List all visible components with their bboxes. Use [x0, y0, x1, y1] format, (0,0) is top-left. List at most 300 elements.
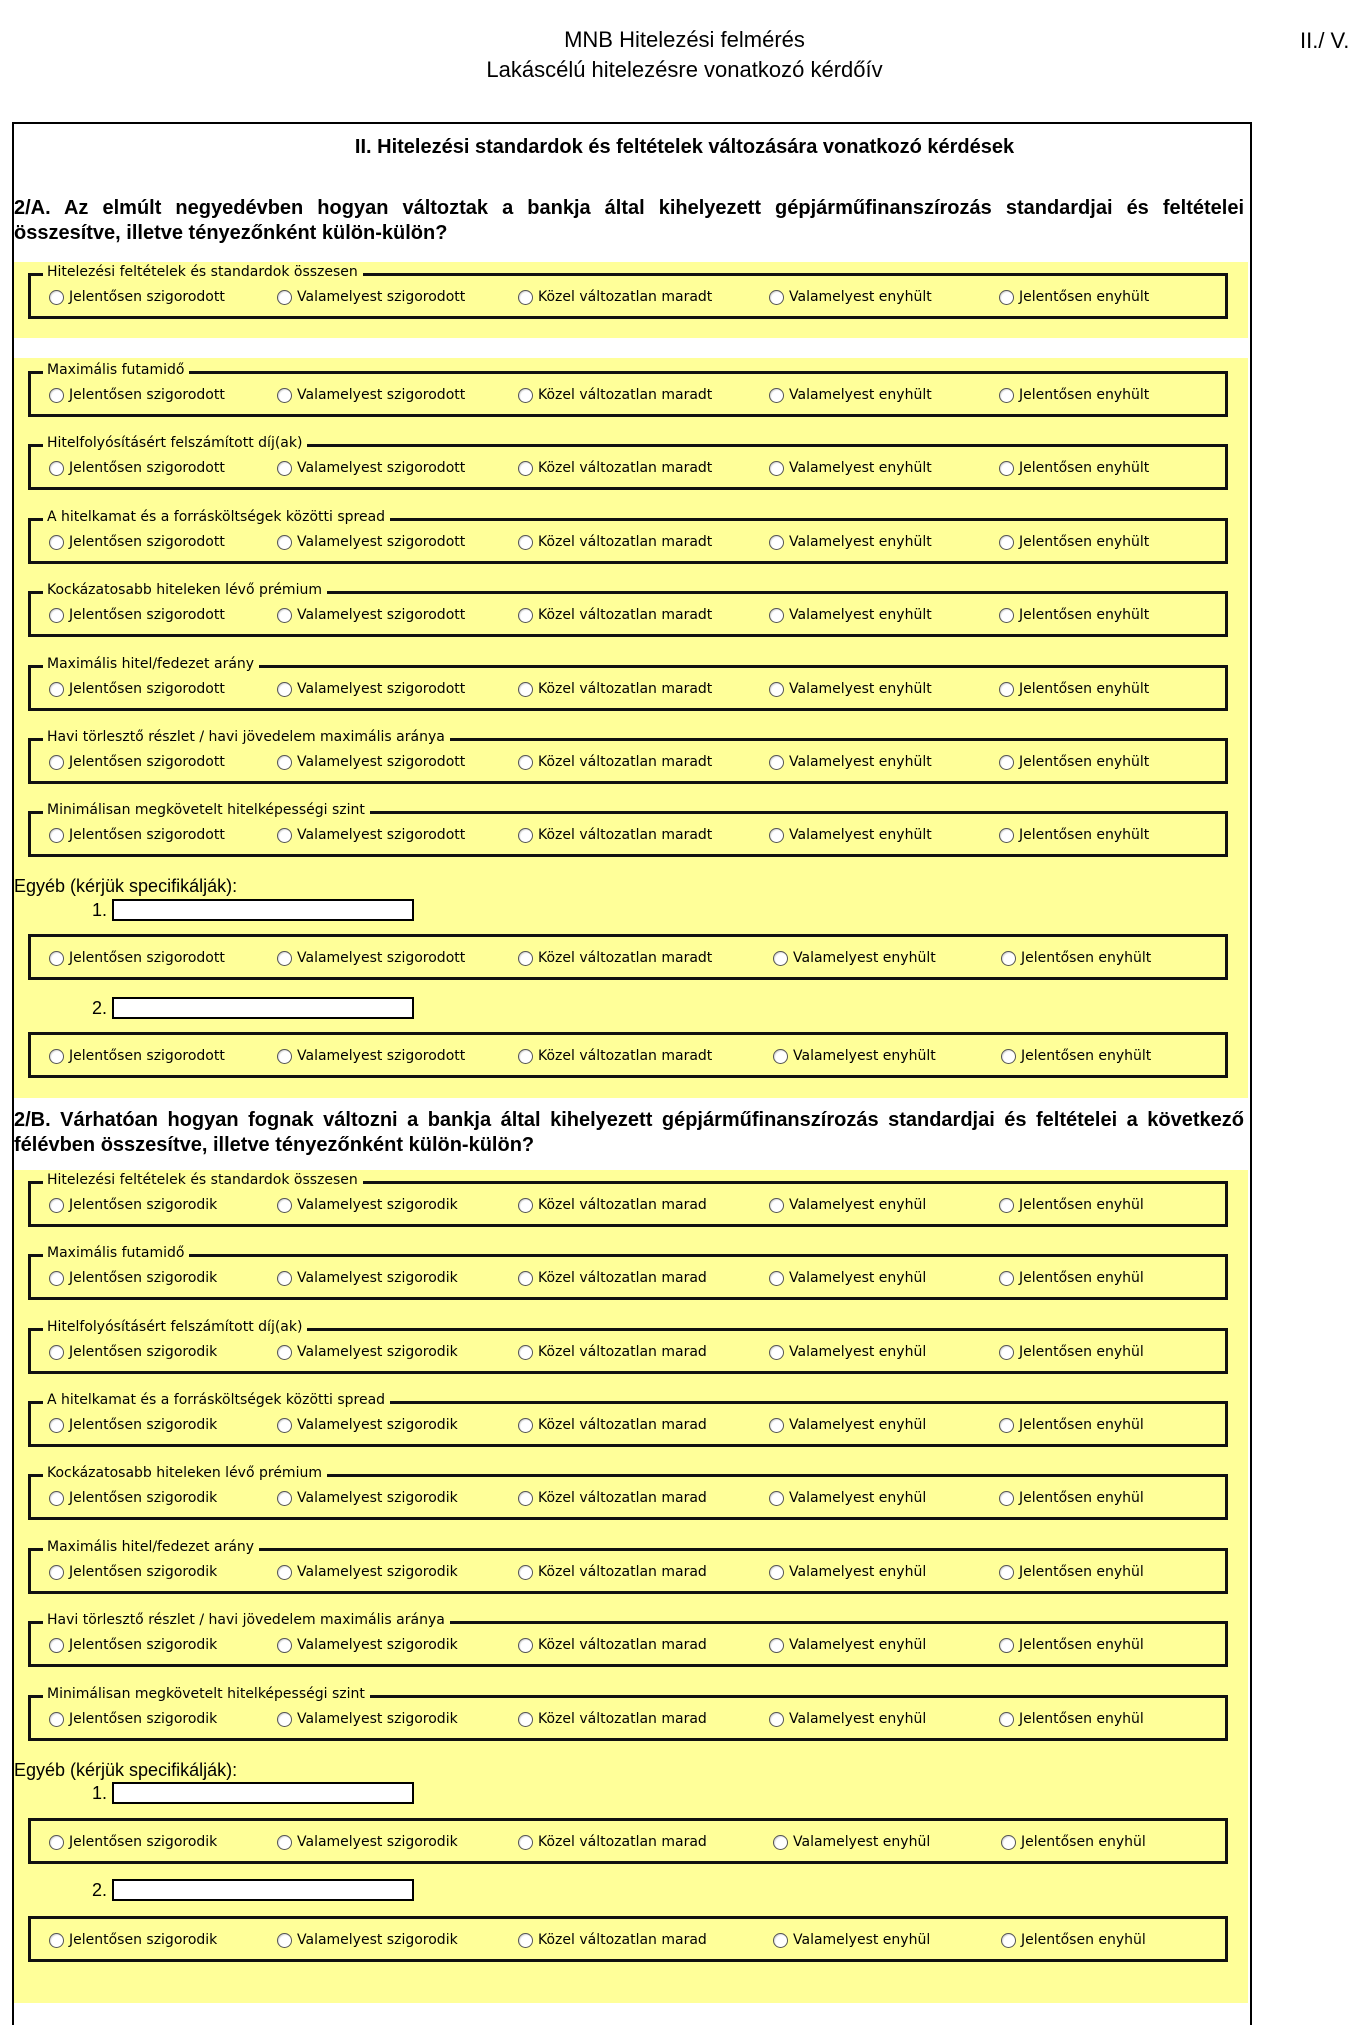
radio-option[interactable]	[49, 1417, 217, 1433]
radio-option[interactable]	[518, 1564, 707, 1580]
radio-button[interactable]	[518, 1565, 533, 1580]
radio-option[interactable]	[999, 607, 1149, 623]
radio-option[interactable]	[49, 1711, 217, 1727]
radio-option[interactable]	[1001, 1834, 1146, 1850]
radio-option[interactable]	[769, 1197, 926, 1213]
radio-label: Jelentősen szigorodott	[69, 1048, 225, 1064]
question-group	[28, 1392, 1228, 1447]
radio-button[interactable]	[1001, 951, 1016, 966]
radio-button[interactable]	[49, 1198, 64, 1213]
radio-label: Valamelyest enyhül	[789, 1197, 927, 1213]
radio-option[interactable]	[769, 387, 932, 403]
radio-label: Jelentősen szigorodik	[69, 1834, 218, 1850]
radio-label: Valamelyest enyhül	[789, 1564, 927, 1580]
question-group	[28, 362, 1228, 417]
radio-button[interactable]	[49, 1638, 64, 1653]
radio-option[interactable]	[49, 1344, 217, 1360]
radio-option[interactable]	[518, 950, 712, 966]
q2a-other-input-2[interactable]	[112, 997, 414, 1019]
radio-button[interactable]	[49, 388, 64, 403]
radio-button[interactable]	[49, 461, 64, 476]
radio-option[interactable]	[769, 827, 932, 843]
radio-button[interactable]	[518, 388, 533, 403]
radio-button[interactable]	[518, 951, 533, 966]
radio-button[interactable]	[769, 828, 784, 843]
question-group	[28, 1612, 1228, 1667]
radio-label: Valamelyest szigorodik	[297, 1711, 458, 1727]
radio-option[interactable]	[769, 754, 932, 770]
radio-button[interactable]	[1001, 1049, 1016, 1064]
radio-option[interactable]	[49, 1270, 217, 1286]
radio-label: Közel változatlan marad	[538, 1637, 707, 1653]
radio-option[interactable]	[518, 1711, 707, 1727]
question-group	[28, 582, 1228, 637]
radio-label: Valamelyest enyhült	[789, 534, 932, 550]
radio-option[interactable]	[518, 754, 712, 770]
radio-label: Jelentősen enyhült	[1021, 950, 1152, 966]
group-label: Minimálisan megkövetelt hitelképességi szint	[43, 801, 370, 819]
radio-option[interactable]	[999, 534, 1149, 550]
radio-option[interactable]	[518, 460, 712, 476]
radio-option[interactable]	[49, 607, 225, 623]
radio-option[interactable]	[999, 1637, 1144, 1653]
radio-option[interactable]	[1001, 1048, 1151, 1064]
radio-button[interactable]	[769, 290, 784, 305]
radio-option[interactable]	[277, 607, 465, 623]
radio-label: Valamelyest szigorodik	[297, 1344, 458, 1360]
radio-button[interactable]	[49, 1271, 64, 1286]
radio-label: Valamelyest enyhül	[793, 1932, 931, 1948]
radio-button[interactable]	[49, 828, 64, 843]
radio-option[interactable]	[277, 387, 465, 403]
radio-label: Jelentősen szigorodott	[69, 950, 225, 966]
radio-label: Jelentősen enyhült	[1019, 534, 1150, 550]
radio-button[interactable]	[999, 1418, 1014, 1433]
radio-button[interactable]	[999, 828, 1014, 843]
radio-label: Közel változatlan marad	[538, 1417, 707, 1433]
radio-button[interactable]	[999, 535, 1014, 550]
group-label: Kockázatosabb hiteleken lévő prémium	[43, 581, 327, 599]
radio-option[interactable]	[277, 1637, 458, 1653]
radio-button[interactable]	[277, 828, 292, 843]
radio-label: Jelentősen szigorodik	[69, 1711, 218, 1727]
radio-button[interactable]	[1001, 1835, 1016, 1850]
radio-label: Valamelyest szigorodott	[297, 681, 466, 697]
radio-option[interactable]	[277, 1564, 458, 1580]
radio-button[interactable]	[999, 1712, 1014, 1727]
radio-label: Jelentősen szigorodott	[69, 754, 225, 770]
radio-label: Jelentősen enyhül	[1019, 1490, 1144, 1506]
radio-button[interactable]	[769, 1345, 784, 1360]
radio-button[interactable]	[277, 1271, 292, 1286]
radio-label: Közel változatlan marad	[538, 1197, 707, 1213]
radio-option[interactable]	[773, 1048, 936, 1064]
radio-label: Valamelyest enyhült	[789, 754, 932, 770]
radio-label: Jelentősen szigorodik	[69, 1417, 218, 1433]
radio-button[interactable]	[277, 1345, 292, 1360]
radio-option[interactable]	[999, 1270, 1144, 1286]
radio-option[interactable]	[769, 289, 932, 305]
radio-label: Jelentősen szigorodik	[69, 1932, 218, 1948]
radio-button[interactable]	[773, 1049, 788, 1064]
radio-label: Valamelyest szigorodott	[297, 950, 466, 966]
radio-button[interactable]	[518, 1271, 533, 1286]
group-label: Hitelezési feltételek és standardok összesen	[43, 263, 363, 281]
radio-button[interactable]	[49, 682, 64, 697]
radio-label: Jelentősen enyhül	[1019, 1417, 1144, 1433]
radio-button[interactable]	[769, 1565, 784, 1580]
radio-button[interactable]	[277, 951, 292, 966]
radio-label: Jelentősen szigorodott	[69, 387, 225, 403]
radio-button[interactable]	[1001, 1933, 1016, 1948]
radio-button[interactable]	[999, 755, 1014, 770]
radio-button[interactable]	[277, 1049, 292, 1064]
group-label: Kockázatosabb hiteleken lévő prémium	[43, 1464, 327, 1482]
q2b-other-num-2: 2.	[92, 1880, 108, 1900]
radio-option[interactable]	[518, 1637, 707, 1653]
group-label: Hitelfolyósításért felszámított díj(ak)	[43, 1318, 307, 1336]
radio-option[interactable]	[999, 1490, 1144, 1506]
radio-button[interactable]	[999, 1198, 1014, 1213]
radio-button[interactable]	[518, 682, 533, 697]
radio-label: Jelentősen enyhül	[1019, 1711, 1144, 1727]
q2b-other-input-2[interactable]	[112, 1879, 414, 1901]
radio-button[interactable]	[49, 1565, 64, 1580]
radio-option[interactable]	[518, 534, 712, 550]
radio-option[interactable]	[773, 950, 936, 966]
radio-option[interactable]	[999, 1417, 1144, 1433]
radio-label: Jelentősen szigorodott	[69, 827, 225, 843]
radio-button[interactable]	[277, 461, 292, 476]
radio-option[interactable]	[1001, 950, 1151, 966]
radio-option[interactable]	[999, 754, 1149, 770]
radio-button[interactable]	[518, 1198, 533, 1213]
radio-option[interactable]	[518, 1932, 707, 1948]
radio-option[interactable]	[769, 1344, 926, 1360]
radio-option[interactable]	[518, 1048, 712, 1064]
radio-button[interactable]	[49, 1933, 64, 1948]
radio-button[interactable]	[999, 1271, 1014, 1286]
radio-label: Valamelyest szigorodott	[297, 460, 466, 476]
radio-label: Valamelyest enyhült	[793, 1048, 936, 1064]
radio-button[interactable]	[518, 535, 533, 550]
page-number: II./ V.	[1300, 28, 1350, 53]
radio-label: Jelentősen szigorodik	[69, 1270, 218, 1286]
radio-button[interactable]	[49, 1418, 64, 1433]
radio-button[interactable]	[277, 1198, 292, 1213]
radio-option[interactable]	[769, 460, 932, 476]
radio-label: Jelentősen szigorodik	[69, 1637, 218, 1653]
radio-label: Valamelyest szigorodott	[297, 289, 466, 305]
radio-option[interactable]	[49, 681, 225, 697]
radio-option[interactable]	[518, 681, 712, 697]
radio-button[interactable]	[49, 755, 64, 770]
radio-button[interactable]	[277, 290, 292, 305]
radio-label: Jelentősen szigorodik	[69, 1490, 218, 1506]
radio-label: Valamelyest szigorodott	[297, 754, 466, 770]
radio-option[interactable]	[773, 1932, 930, 1948]
radio-button[interactable]	[277, 1933, 292, 1948]
radio-option[interactable]	[999, 1344, 1144, 1360]
radio-button[interactable]	[518, 461, 533, 476]
radio-button[interactable]	[277, 388, 292, 403]
radio-button[interactable]	[518, 1345, 533, 1360]
group-label: Maximális hitel/fedezet arány	[43, 655, 259, 673]
radio-label: Valamelyest szigorodik	[297, 1417, 458, 1433]
radio-label: Valamelyest szigorodik	[297, 1932, 458, 1948]
question-group	[28, 802, 1228, 857]
radio-button[interactable]	[518, 608, 533, 623]
radio-button[interactable]	[999, 608, 1014, 623]
other-group-1	[28, 1818, 1228, 1864]
radio-option[interactable]	[277, 1197, 458, 1213]
question-group	[28, 1319, 1228, 1374]
radio-option[interactable]	[518, 387, 712, 403]
q2a-other-input-1[interactable]	[112, 899, 414, 921]
radio-label: Valamelyest enyhült	[789, 827, 932, 843]
radio-option[interactable]	[49, 1564, 217, 1580]
page-subtitle: Lakáscélú hitelezésre vonatkozó kérdőív	[486, 57, 883, 82]
radio-option[interactable]	[769, 681, 932, 697]
radio-button[interactable]	[49, 1835, 64, 1850]
radio-label: Jelentősen enyhült	[1019, 607, 1150, 623]
radio-option[interactable]	[769, 1417, 926, 1433]
radio-option[interactable]	[277, 950, 465, 966]
radio-option[interactable]	[773, 1834, 930, 1850]
radio-label: Jelentősen enyhült	[1021, 1048, 1152, 1064]
radio-option[interactable]	[769, 1711, 926, 1727]
radio-button[interactable]	[769, 755, 784, 770]
radio-option[interactable]	[49, 1834, 217, 1850]
radio-option[interactable]	[277, 1711, 458, 1727]
question-2a: 2/A. Az elmúlt negyedévben hogyan változtak a bankja által kihelyezett gépjárműfinanszírozás standardjai és feltételei összesítve, illetve tényezőnként külön-külön?	[14, 197, 1244, 244]
radio-label: Közel változatlan maradt	[538, 681, 713, 697]
q2a-other-num-1: 1.	[92, 900, 108, 920]
radio-button[interactable]	[277, 1418, 292, 1433]
radio-label: Jelentősen enyhült	[1019, 681, 1150, 697]
radio-button[interactable]	[769, 608, 784, 623]
radio-button[interactable]	[277, 1491, 292, 1506]
radio-label: Valamelyest enyhült	[789, 607, 932, 623]
radio-button[interactable]	[769, 1271, 784, 1286]
radio-option[interactable]	[277, 1270, 458, 1286]
radio-button[interactable]	[769, 1418, 784, 1433]
radio-button[interactable]	[769, 1638, 784, 1653]
section-title: II. Hitelezési standardok és feltételek változására vonatkozó kérdések	[354, 136, 1015, 158]
radio-option[interactable]	[277, 827, 465, 843]
radio-option[interactable]	[999, 1711, 1144, 1727]
radio-button[interactable]	[277, 1712, 292, 1727]
radio-label: Közel változatlan marad	[538, 1344, 707, 1360]
radio-option[interactable]	[518, 1270, 707, 1286]
radio-label: Közel változatlan maradt	[538, 534, 713, 550]
radio-button[interactable]	[277, 755, 292, 770]
radio-option[interactable]	[49, 1490, 217, 1506]
radio-label: Valamelyest enyhül	[789, 1344, 927, 1360]
radio-button[interactable]	[999, 1565, 1014, 1580]
radio-button[interactable]	[999, 1638, 1014, 1653]
radio-button[interactable]	[49, 1345, 64, 1360]
radio-button[interactable]	[277, 1638, 292, 1653]
radio-option[interactable]	[1001, 1932, 1146, 1948]
radio-button[interactable]	[999, 461, 1014, 476]
question-group	[28, 264, 1228, 319]
radio-option[interactable]	[769, 1637, 926, 1653]
radio-button[interactable]	[277, 1565, 292, 1580]
radio-option[interactable]	[518, 1417, 707, 1433]
radio-button[interactable]	[769, 682, 784, 697]
radio-label: Jelentősen szigorodik	[69, 1344, 218, 1360]
radio-button[interactable]	[277, 1835, 292, 1850]
radio-option[interactable]	[769, 607, 932, 623]
radio-option[interactable]	[49, 1932, 217, 1948]
radio-label: Jelentősen enyhült	[1019, 460, 1150, 476]
radio-option[interactable]	[277, 534, 465, 550]
radio-button[interactable]	[999, 682, 1014, 697]
radio-option[interactable]	[49, 1637, 217, 1653]
radio-button[interactable]	[518, 828, 533, 843]
radio-option[interactable]	[769, 1490, 926, 1506]
radio-option[interactable]	[277, 1932, 458, 1948]
radio-button[interactable]	[49, 290, 64, 305]
radio-option[interactable]	[49, 387, 225, 403]
radio-button[interactable]	[769, 535, 784, 550]
other-group-2	[28, 1032, 1228, 1078]
radio-button[interactable]	[518, 1418, 533, 1433]
radio-button[interactable]	[518, 1638, 533, 1653]
radio-button[interactable]	[999, 1491, 1014, 1506]
radio-option[interactable]	[49, 534, 225, 550]
radio-button[interactable]	[518, 755, 533, 770]
radio-label: Valamelyest szigorodott	[297, 387, 466, 403]
radio-label: Közel változatlan marad	[538, 1834, 707, 1850]
radio-button[interactable]	[769, 1198, 784, 1213]
radio-button[interactable]	[518, 1049, 533, 1064]
page-title: MNB Hitelezési felmérés	[564, 27, 805, 52]
radio-option[interactable]	[277, 1417, 458, 1433]
radio-option[interactable]	[277, 1490, 458, 1506]
radio-label: Közel változatlan maradt	[538, 607, 713, 623]
radio-label: Jelentősen enyhült	[1019, 754, 1150, 770]
radio-option[interactable]	[277, 1834, 458, 1850]
radio-option[interactable]	[277, 1344, 458, 1360]
radio-option[interactable]	[518, 1834, 707, 1850]
group-label: Havi törlesztő részlet / havi jövedelem maximális aránya	[43, 1611, 450, 1629]
q2a-other-num-2: 2.	[92, 998, 108, 1018]
group-label: Maximális futamidő	[43, 1244, 189, 1262]
radio-option[interactable]	[277, 754, 465, 770]
radio-option[interactable]	[49, 950, 225, 966]
radio-button[interactable]	[518, 1835, 533, 1850]
radio-option[interactable]	[999, 681, 1149, 697]
radio-option[interactable]	[277, 289, 465, 305]
radio-label: Jelentősen enyhül	[1019, 1344, 1144, 1360]
question-group	[28, 1539, 1228, 1594]
radio-option[interactable]	[518, 1490, 707, 1506]
radio-button[interactable]	[769, 461, 784, 476]
radio-option[interactable]	[277, 460, 465, 476]
radio-option[interactable]	[999, 387, 1149, 403]
radio-button[interactable]	[49, 535, 64, 550]
radio-button[interactable]	[518, 290, 533, 305]
radio-option[interactable]	[49, 754, 225, 770]
question-group	[28, 1465, 1228, 1520]
radio-button[interactable]	[49, 608, 64, 623]
radio-option[interactable]	[518, 1344, 707, 1360]
radio-option[interactable]	[277, 681, 465, 697]
radio-option[interactable]	[999, 1197, 1144, 1213]
question-2b: 2/B. Várhatóan hogyan fognak változni a bankja által kihelyezett gépjárműfinanszírozás standardjai és feltételei a következő félévben összesítve, illetve tényezőnként külön-külön?	[14, 1109, 1244, 1156]
radio-button[interactable]	[49, 1712, 64, 1727]
group-label: Maximális futamidő	[43, 361, 189, 379]
radio-button[interactable]	[999, 1345, 1014, 1360]
group-label: Hitelfolyósításért felszámított díj(ak)	[43, 434, 307, 452]
radio-button[interactable]	[769, 388, 784, 403]
radio-option[interactable]	[518, 827, 712, 843]
radio-option[interactable]	[518, 607, 712, 623]
question-group	[28, 509, 1228, 564]
radio-label: Jelentősen enyhül	[1021, 1932, 1146, 1948]
radio-option[interactable]	[277, 1048, 465, 1064]
group-label: A hitelkamat és a forrásköltségek közötti spread	[43, 508, 390, 526]
other-group-2	[28, 1916, 1228, 1962]
radio-label: Valamelyest szigorodott	[297, 534, 466, 550]
radio-button[interactable]	[518, 1933, 533, 1948]
radio-option[interactable]	[769, 534, 932, 550]
radio-option[interactable]	[999, 1564, 1144, 1580]
radio-label: Valamelyest szigorodott	[297, 607, 466, 623]
radio-option[interactable]	[49, 1048, 225, 1064]
radio-button[interactable]	[49, 1049, 64, 1064]
radio-option[interactable]	[518, 1197, 707, 1213]
radio-option[interactable]	[49, 460, 225, 476]
radio-option[interactable]	[769, 1270, 926, 1286]
radio-option[interactable]	[49, 289, 225, 305]
radio-button[interactable]	[49, 1491, 64, 1506]
radio-option[interactable]	[769, 1564, 926, 1580]
radio-button[interactable]	[518, 1712, 533, 1727]
radio-button[interactable]	[773, 951, 788, 966]
radio-label: Közel változatlan marad	[538, 1270, 707, 1286]
radio-button[interactable]	[277, 682, 292, 697]
radio-option[interactable]	[999, 827, 1149, 843]
radio-button[interactable]	[769, 1712, 784, 1727]
radio-label: Valamelyest szigorodott	[297, 827, 466, 843]
radio-button[interactable]	[277, 608, 292, 623]
radio-label: Jelentősen enyhül	[1019, 1197, 1144, 1213]
group-label: Havi törlesztő részlet / havi jövedelem maximális aránya	[43, 728, 450, 746]
group-label: Minimálisan megkövetelt hitelképességi szint	[43, 1685, 370, 1703]
radio-button[interactable]	[49, 951, 64, 966]
radio-button[interactable]	[277, 535, 292, 550]
radio-label: Jelentősen szigorodott	[69, 681, 225, 697]
radio-label: Valamelyest enyhül	[789, 1270, 927, 1286]
radio-option[interactable]	[999, 460, 1149, 476]
radio-option[interactable]	[49, 1197, 217, 1213]
radio-option[interactable]	[49, 827, 225, 843]
radio-button[interactable]	[999, 388, 1014, 403]
q2b-other-input-1[interactable]	[112, 1782, 414, 1804]
radio-button[interactable]	[773, 1933, 788, 1948]
radio-option[interactable]	[518, 289, 712, 305]
radio-option[interactable]	[999, 289, 1149, 305]
radio-label: Közel változatlan marad	[538, 1564, 707, 1580]
radio-button[interactable]	[773, 1835, 788, 1850]
radio-button[interactable]	[518, 1491, 533, 1506]
radio-button[interactable]	[769, 1491, 784, 1506]
q2b-other-label: Egyéb (kérjük specifikálják):	[14, 1760, 238, 1780]
radio-button[interactable]	[999, 290, 1014, 305]
